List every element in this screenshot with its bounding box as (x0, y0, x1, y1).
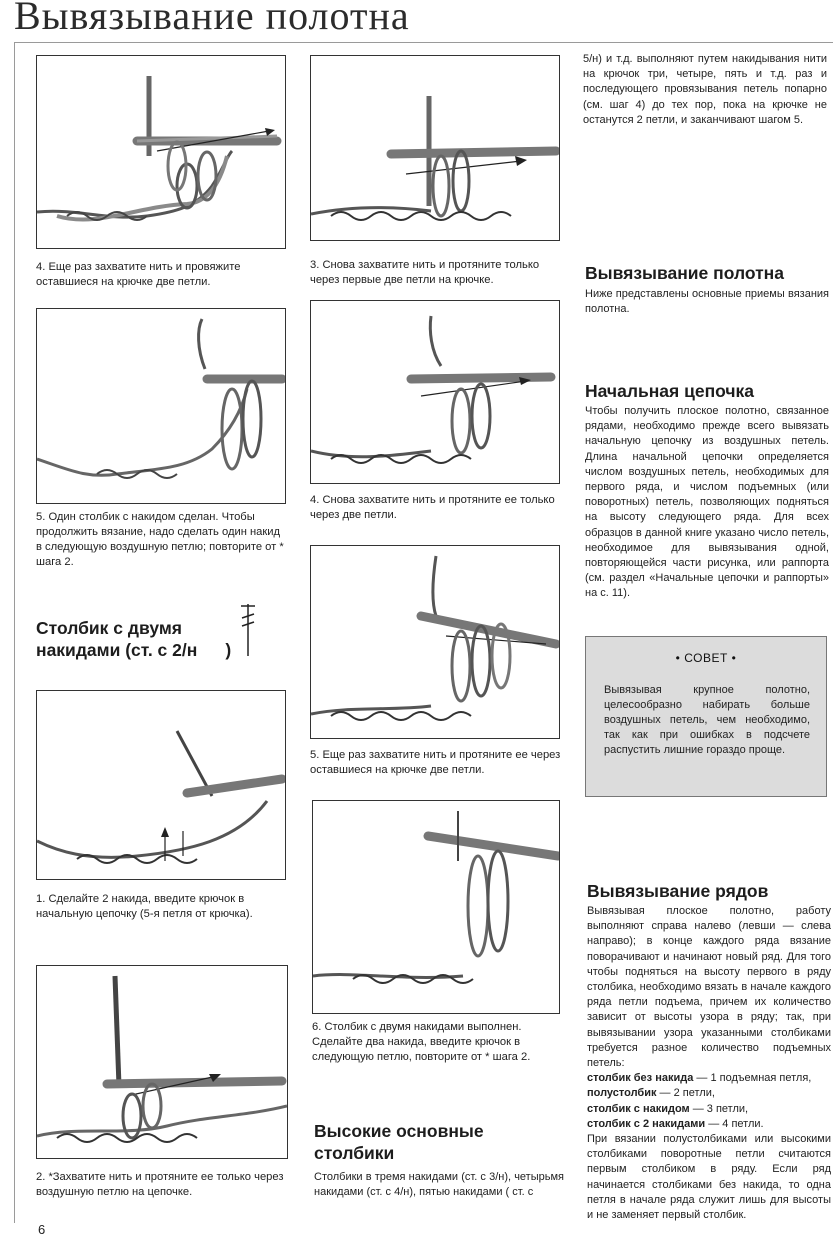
heading-line: накидами (ст. с 2/н ) (36, 640, 232, 660)
section-heading: Начальная цепочка (585, 381, 755, 401)
tip-title: • СОВЕТ • (675, 651, 737, 665)
figure-step-3 (310, 55, 560, 241)
figure-caption: 5. Один столбик с накидом сделан. Чтобы продолжить вязание, надо сделать один накид в следующую воздушную петлю; повторите от * шага 2. (36, 511, 284, 568)
paragraph: Ниже представлены основные приемы вязания полотна. (585, 288, 829, 316)
crochet-illustration (311, 56, 559, 240)
figure-step-5-middle (310, 545, 560, 739)
paragraph: 5/н) и т.д. выполняют путем накидывания нити на крючок три, четыре, пять и т.д. раз и последующего провязывания петель попарно (см. шаг 4) до тех пор, пока на крючке не останутся 2 петли, и заканчивают шагом 5. (583, 53, 827, 126)
heading-line: Столбик с двумя (36, 618, 182, 638)
page-number: 6 (38, 1222, 46, 1237)
figure-caption: 1. Сделайте 2 накида, введите крючок в начальную цепочку (5-я петля от крючка). (36, 893, 253, 920)
figure-caption: 3. Снова захватите нить и протяните только через первые две петли на крючке. (310, 259, 540, 286)
figure-caption: 6. Столбик с двумя накидами выполнен. Сделайте два накида, введите крючок в следующую петлю, повторите от * шага 2. (312, 1021, 531, 1063)
figure-step-2 (36, 965, 288, 1159)
paragraph (587, 904, 831, 1223)
list-item: полустолбик — 2 петли, (587, 1087, 715, 1100)
heading-line: столбики (314, 1143, 395, 1163)
figure-caption: 4. Еще раз захватите нить и провяжите оставшиеся на крючке две петли. (36, 261, 241, 288)
crochet-illustration (37, 309, 285, 503)
heading-line: Высокие основные (314, 1121, 484, 1141)
paragraph: Столбики в тремя накидами (ст. с 3/н), четырьмя накидами (ст. с 4/н), пятью накидами ( ст. с (314, 1171, 564, 1199)
tip-text: Вывязывая крупное полотно, целесообразно набирать больше воздушных петель, чем необходимо, так как при ошибках в подсчете распустить лишние гораздо проще. (604, 684, 810, 756)
section-heading: Вывязывание полотна (585, 263, 784, 283)
crochet-illustration (311, 546, 559, 738)
figure-caption: 4. Снова захватите нить и протяните ее только через две петли. (310, 494, 555, 521)
section-heading (314, 1120, 564, 1164)
tip-box (585, 636, 827, 797)
page-title: Вывязывание полотна (14, 0, 410, 38)
paragraph: Чтобы получить плоское полотно, связанное рядами, необходимо прежде всего вывязать начальную цепочку из воздушных петель. Длина начальной цепочки определяется числом воздушных петель, необходимых для первого ряда, и числом подъемных (или поворотных) петель, позволяющих подняться на высоту следующего ряда. Для всех образцов в данной книге указано число петель, необходимое для вывязывания одной, повторяющейся части рисунка, или раппорта (см. раздел «Начальные цепочки и раппорты» на с. 11). (585, 405, 829, 600)
crochet-illustration (37, 691, 285, 879)
double-crochet-symbol-icon (238, 602, 258, 658)
figure-caption: 5. Еще раз захватите нить и протяните ее через оставшиеся на крючке две петли. (310, 749, 561, 776)
figure-caption: 2. *Захватите нить и протяните ее только через воздушную петлю на цепочке. (36, 1171, 284, 1198)
figure-step-1 (36, 690, 286, 880)
figure-step-4-middle (310, 300, 560, 484)
crochet-illustration (313, 801, 559, 1013)
crochet-illustration (37, 56, 285, 248)
paragraph-text: При вязании полустолбиками или высокими столбиками поворотные петли считаются первым столбиком в ряду. Если ряд начинается столбиками без накида, то одна петля в начале ряда служит лишь для высоты и не заменяет первый столбик. (587, 1133, 831, 1222)
figure-step-5-left (36, 308, 286, 504)
figure-step-6 (312, 800, 560, 1014)
section-heading: Вывязывание рядов (587, 881, 769, 901)
list-item: столбик без накида — 1 подъемная петля, (587, 1072, 812, 1085)
list-item: столбик с 2 накидами — 4 петли. (587, 1117, 764, 1130)
crochet-illustration (37, 966, 287, 1158)
crochet-illustration (311, 301, 559, 483)
paragraph-text: Вывязывая плоское полотно, работу выполняют справа налево (левши — слева направо); в конце каждого ряда вязание поворачивают и начинают новый ряд. Для того чтобы подняться на высоту первого в ряду столбика, необходимо вязать в начале каждого ряда петли подъема, причем их количество зависит от высоты узора в ряду; так, при вывязывании узора указанными столбиками требуется разное количество подъемных петель: (587, 905, 831, 1070)
figure-step-4-left (36, 55, 286, 249)
list-item: столбик с накидом — 3 петли, (587, 1102, 749, 1115)
